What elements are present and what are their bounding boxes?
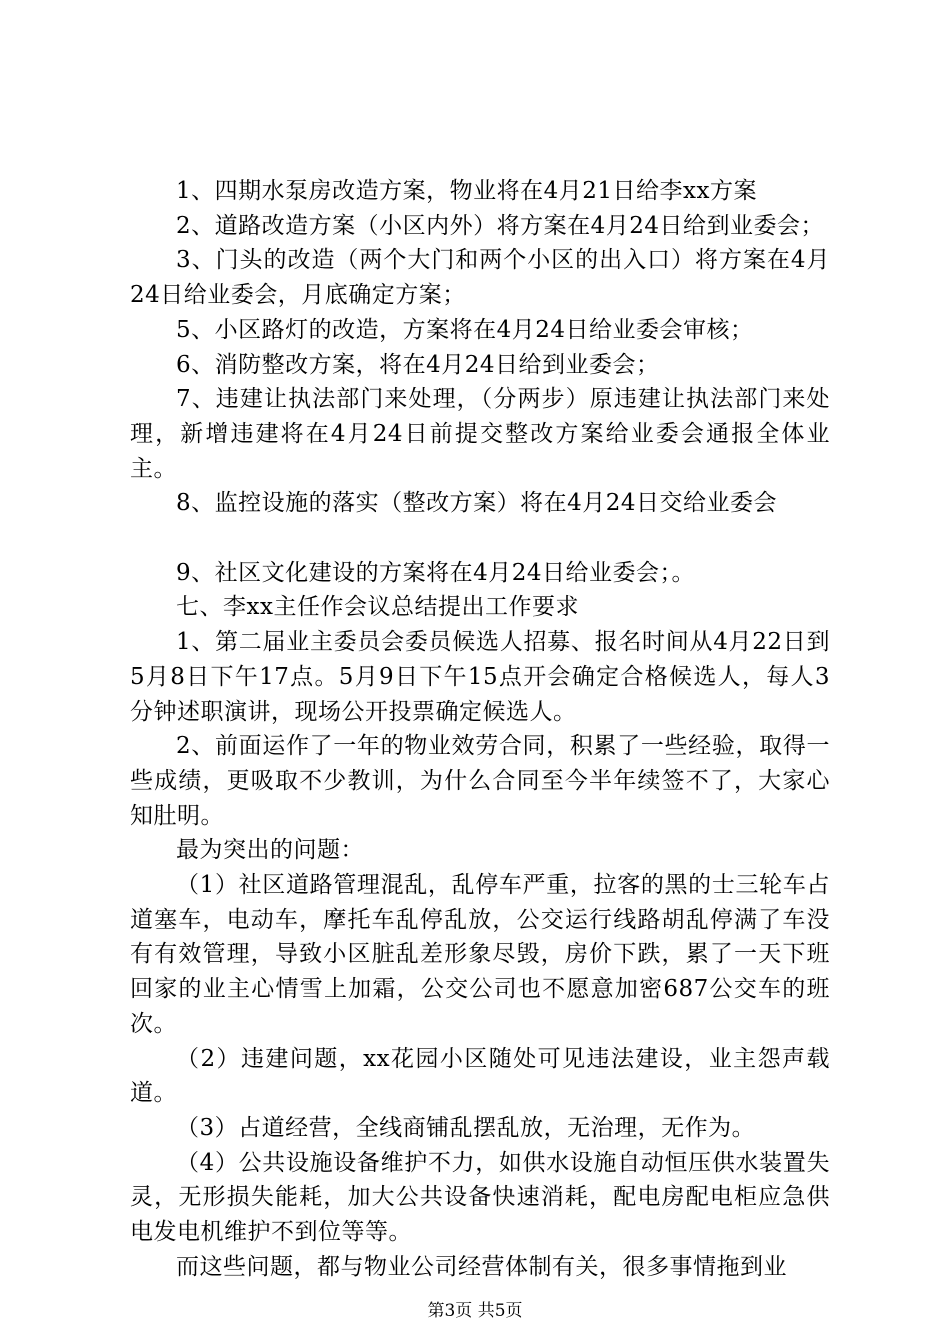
paragraph-item-6: 6、消防整改方案，将在4月24日给到业委会； xyxy=(176,351,660,378)
problems-heading: 最为突出的问题： xyxy=(176,837,364,864)
paragraph-item-5: 5、小区路灯的改造，方案将在4月24日给业委会审核； xyxy=(176,316,754,343)
paragraph-item-8: 8、监控设施的落实（整改方案）将在4月24日交给业委会 xyxy=(176,490,778,517)
problem-1: （1）社区道路管理混乱，乱停车严重，拉客的黑的士三轮车占道塞车，电动车，摩托车乱停乱放，公交运行线路胡乱停满了车没有有效管理，导致小区脏乱差形象尽毁，房价下跌，累了一天下班回家的业主心情雪上加霜，公交公司也不愿意加密687公交车的班次。 xyxy=(130,872,830,1037)
problem-3: （3）占道经营，全线商铺乱摆乱放，无治理，无作为。 xyxy=(176,1114,756,1141)
requirement-1: 1、第二届业主委员会委员候选人招募、报名时间从4月22日到5月8日下午17点。5月9日下午15点开会确定合格候选人，每人3分钟述职演讲，现场公开投票确定候选人。 xyxy=(130,629,830,725)
page-number-footer: 第3页 共5页 xyxy=(427,1301,523,1321)
paragraph-item-3: 3、门头的改造（两个大门和两个小区的出入口）将方案在4月24日给业委会，月底确定方案； xyxy=(130,247,830,309)
section-heading-seven: 七、李xx主任作会议总结提出工作要求 xyxy=(176,594,579,621)
closing-paragraph: 而这些问题，都与物业公司经营体制有关，很多事情拖到业 xyxy=(176,1253,787,1280)
problem-2: （2）违建问题，xx花园小区随处可见违法建设，业主怨声载道。 xyxy=(130,1045,830,1107)
paragraph-item-9: 9、社区文化建设的方案将在4月24日给业委会；。 xyxy=(176,559,696,586)
paragraph-item-2: 2、道路改造方案（小区内外）将方案在4月24日给到业委会； xyxy=(176,212,825,239)
problem-4: （4）公共设施设备维护不力，如供水设施自动恒压供水装置失灵，无形损失能耗，加大公共设备快速消耗，配电房配电柜应急供电发电机维护不到位等等。 xyxy=(130,1149,830,1246)
document-body xyxy=(130,174,830,1284)
paragraph-item-7: 7、违建让执法部门来处理，（分两步）原违建让执法部门来处理，新增违建将在4月24日前提交整改方案给业委会通报全体业主。 xyxy=(130,386,830,482)
requirement-2: 2、前面运作了一年的物业效劳合同，积累了一些经验，取得一些成绩，更吸取不少教训，为什么合同至今半年续签不了，大家心知肚明。 xyxy=(130,733,830,829)
paragraph-item-1: 1、四期水泵房改造方案，物业将在4月21日给李xx方案 xyxy=(176,178,757,204)
